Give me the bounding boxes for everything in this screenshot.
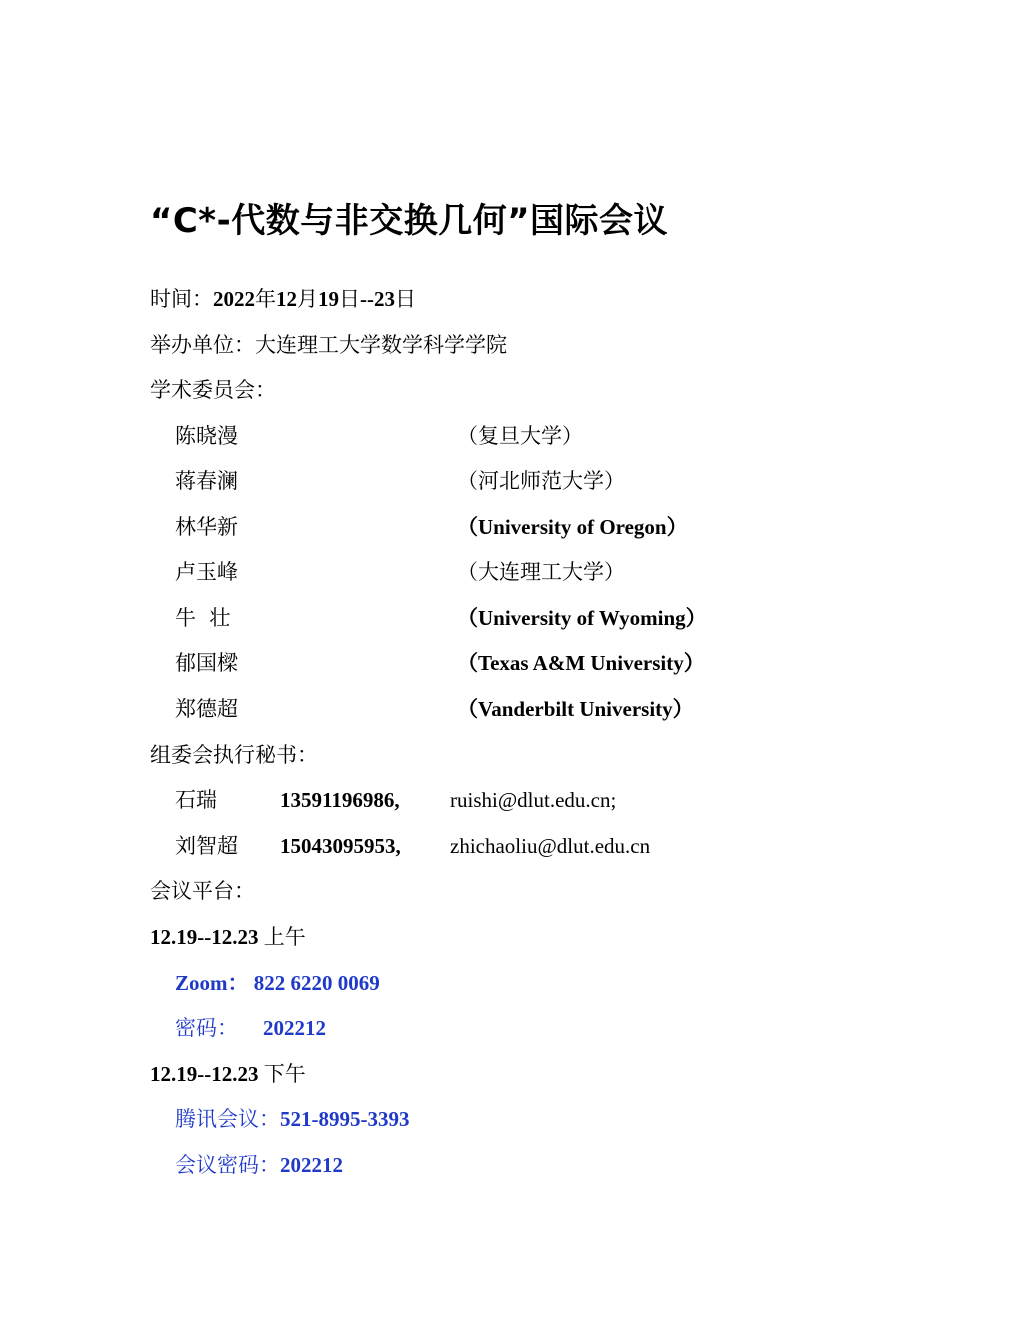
member-affiliation: （河北师范大学） (457, 469, 625, 493)
zoom-meeting-id[interactable]: 822 6220 0069 (253, 971, 380, 995)
member-name: 林华新 (175, 515, 238, 539)
member-affiliation: （Texas A&M University） (457, 651, 705, 675)
zoom-meeting-line (175, 968, 380, 998)
organizer-value: 大连理工大学数学科学学院 (255, 333, 507, 357)
member-name: 蒋春澜 (175, 469, 238, 493)
member-affiliation: （Vanderbilt University） (457, 697, 694, 721)
committee-member (175, 694, 694, 724)
tencent-meeting-line (175, 1104, 410, 1134)
member-name: 牛 壮 (175, 606, 231, 630)
morning-session (150, 922, 306, 952)
committee-member (175, 512, 688, 542)
zoom-password-line (175, 1013, 326, 1043)
zoom-password-label: 密码： (175, 1016, 238, 1040)
time-range-end: --23 (360, 287, 395, 311)
secretary-phone: 13591196986, (280, 788, 400, 812)
secretary-email[interactable]: ruishi@dlut.edu.cn; (450, 788, 617, 812)
member-name: 陈晓漫 (175, 424, 238, 448)
session-period: 上午 (263, 925, 306, 949)
time-line (150, 284, 416, 314)
time-day-unit: 日 (339, 287, 360, 311)
page-title: “C*-代数与非交换几何”国际会议 (150, 201, 669, 241)
secretaries-heading: 组委会执行秘书： (150, 743, 318, 767)
organizer-label: 举办单位： (150, 333, 255, 357)
session-date: 12.19--12.23 (150, 1062, 259, 1086)
tencent-password-line (175, 1150, 343, 1180)
zoom-label: Zoom： (175, 971, 249, 995)
committee-member (175, 466, 625, 496)
time-label: 时间： (150, 287, 213, 311)
secretary-row (175, 785, 617, 815)
secretary-phone: 15043095953, (280, 834, 401, 858)
tencent-meeting-id[interactable]: 521-8995-3393 (280, 1107, 410, 1131)
time-day-unit-2: 日 (395, 287, 416, 311)
tencent-password: 202212 (280, 1153, 343, 1177)
member-affiliation: （University of Wyoming） (457, 606, 707, 630)
organizer-line (150, 330, 507, 360)
member-name: 郑德超 (175, 697, 238, 721)
member-affiliation: （大连理工大学） (457, 560, 625, 584)
committee-member (175, 648, 705, 678)
committee-member (175, 421, 583, 451)
secretary-email[interactable]: zhichaoliu@dlut.edu.cn (450, 834, 651, 858)
committee-heading: 学术委员会： (150, 378, 276, 402)
session-date: 12.19--12.23 (150, 925, 259, 949)
member-name: 卢玉峰 (175, 560, 238, 584)
time-year-unit: 年 (255, 287, 276, 311)
member-affiliation: （University of Oregon） (457, 515, 688, 539)
tencent-label: 腾讯会议： (175, 1107, 280, 1131)
time-day: 19 (318, 287, 339, 311)
tencent-password-label: 会议密码： (175, 1153, 280, 1177)
zoom-password: 202212 (263, 1016, 326, 1040)
time-month-unit: 月 (297, 287, 318, 311)
time-month: 12 (276, 287, 297, 311)
platform-heading: 会议平台： (150, 879, 255, 903)
time-year: 2022 (213, 287, 255, 311)
member-affiliation: （复旦大学） (457, 424, 583, 448)
afternoon-session (150, 1059, 306, 1089)
secretary-row (175, 831, 651, 861)
member-name: 郁国樑 (175, 651, 238, 675)
secretary-name: 刘智超 (175, 834, 238, 858)
committee-member (175, 557, 625, 587)
secretary-name: 石瑞 (175, 788, 217, 812)
session-period: 下午 (263, 1062, 306, 1086)
committee-member (175, 603, 707, 633)
